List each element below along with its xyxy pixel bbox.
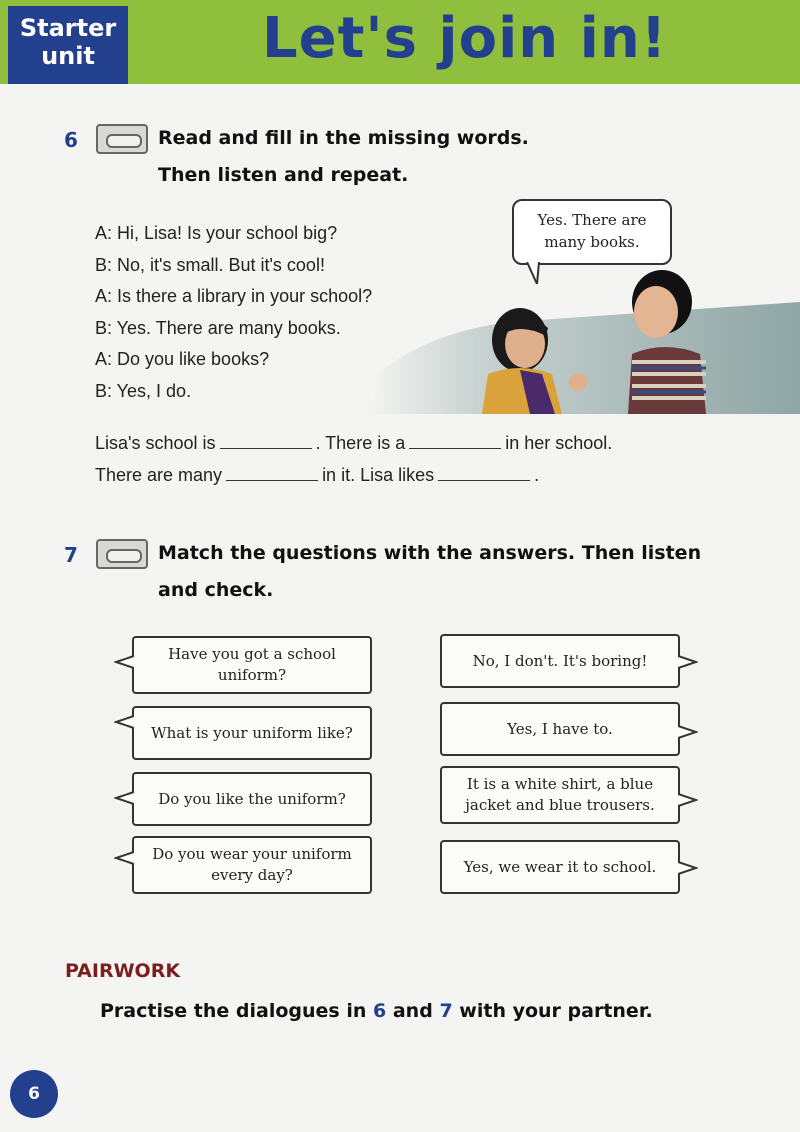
blank-line[interactable] [220,433,312,449]
question-bubble[interactable]: Have you got a school uniform? [132,636,372,694]
page-title: Let's join in! [262,6,668,71]
blank-line[interactable] [409,433,501,449]
speech-bubble-line1: Yes. There are [537,211,647,229]
answer-bubble[interactable]: No, I don't. It's boring! [440,634,680,688]
cassette-icon [96,539,148,569]
unit-label-line1: Starter [19,14,117,42]
dialogue-line: B: No, it's small. But it's cool! [95,254,325,275]
bubble-tail [678,652,698,672]
pairwork-heading: PAIRWORK [65,960,181,982]
unit-label [8,6,128,84]
speech-bubble-line2: many books. [544,233,640,251]
pairwork-text: Practise the dialogues in [100,1000,367,1022]
fill-text: Lisa's school is [95,433,216,453]
question-bubble[interactable]: Do you like the uniform? [132,772,372,826]
fill-text: . [534,465,540,485]
answer-bubble[interactable]: It is a white shirt, a blue jacket and blue trousers. [440,766,680,824]
bubble-tail [678,722,698,742]
bubble-tail [114,848,134,868]
bubble-tail [114,712,134,732]
page-number: 6 [10,1070,58,1118]
children-illustration [370,262,800,414]
exercise-7-instruction-line1: Match the questions with the answers. Then listen [158,542,702,564]
bubble-tail [114,652,134,672]
pairwork-text: with your partner. [459,1000,653,1022]
bubble-tail [678,790,698,810]
exercise-6-instruction-line2: Then listen and repeat. [158,164,409,186]
fill-in-line-2 [95,465,539,486]
pairwork-exercise-ref: 6 [373,1000,387,1022]
dialogue-line: B: Yes. There are many books. [95,317,341,338]
speech-bubble-tail [525,262,545,284]
answer-bubble[interactable]: Yes, I have to. [440,702,680,756]
fill-text: . There is a [315,433,406,453]
exercise-7-instruction [158,535,701,609]
pairwork-exercise-ref: 7 [439,1000,453,1022]
dialogue-line: A: Hi, Lisa! Is your school big? [95,223,338,243]
unit-label-line2: unit [41,42,95,70]
blank-line[interactable] [226,465,318,481]
fill-text: in it. Lisa likes [322,465,435,485]
dialogue-line: B: Yes, I do. [95,380,192,401]
fill-in-line-1 [95,433,612,454]
fill-text: There are many [95,465,223,485]
dialogue-line: A: Is there a library in your school? [95,286,373,306]
exercise-7-number: 7 [64,543,78,567]
question-bubble[interactable]: Do you wear your uniform every day? [132,836,372,894]
fill-text: in her school. [505,433,613,453]
dialogue [95,218,372,407]
pairwork-text: and [392,1000,433,1022]
dialogue-line: A: Do you like books? [95,349,270,369]
cassette-icon [96,124,148,154]
exercise-7-instruction-line2: and check. [158,579,274,601]
answer-bubble[interactable]: Yes, we wear it to school. [440,840,680,894]
pairwork-instruction [100,1000,653,1022]
bubble-tail [114,788,134,808]
exercise-6-instruction-line1: Read and fill in the missing words. [158,127,529,149]
blank-line[interactable] [438,465,530,481]
children-photo [370,262,800,414]
exercise-6-instruction [158,120,529,194]
bubble-tail [678,858,698,878]
question-bubble[interactable]: What is your uniform like? [132,706,372,760]
exercise-6-number: 6 [64,128,78,152]
speech-bubble [512,199,672,265]
